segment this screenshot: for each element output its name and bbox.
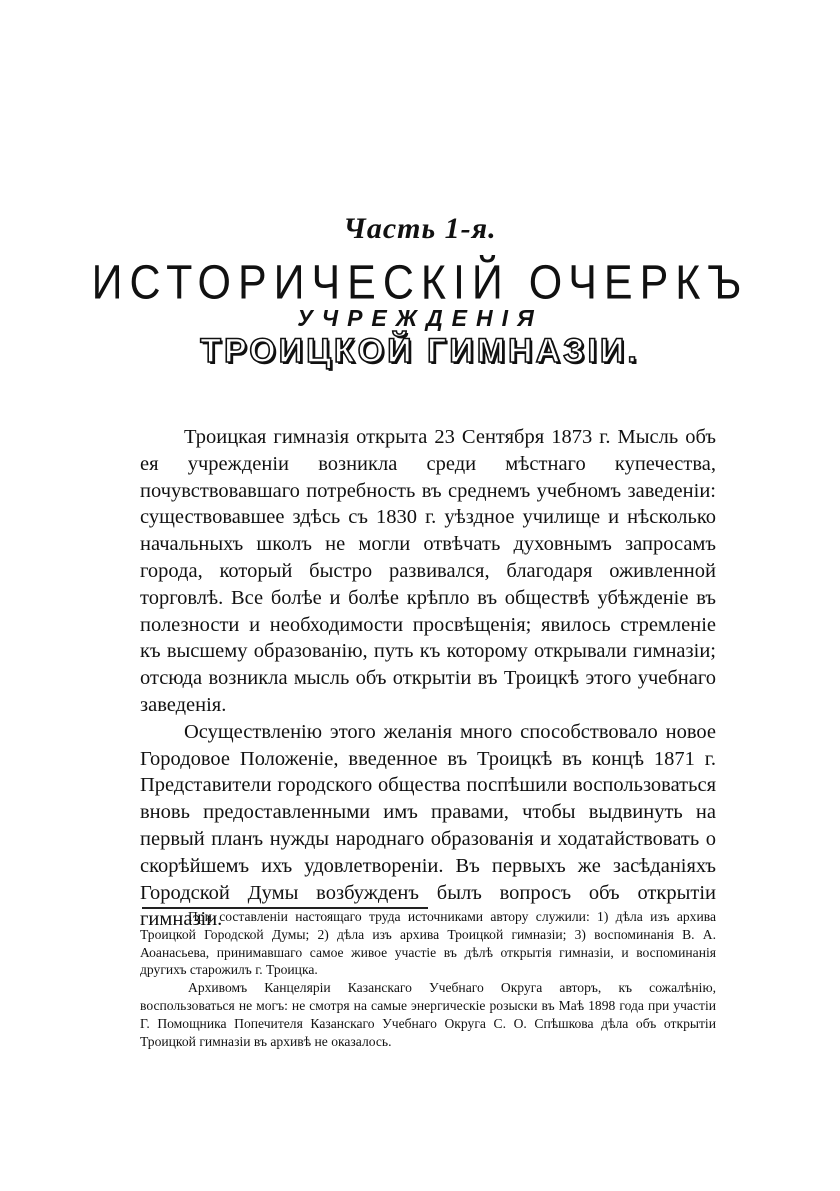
footnote: Архивомъ Канцелярiи Казанскаго Учебнаго Округа авторъ, къ сожалѣнiю, воспользоваться не могъ: не смотря на самые энергическiе розыски въ Маѣ 1898 года при участiи Г. Помощника Попечителя Казанскаго Учебнаго Округа С. О. Спѣшкова дѣла объ открытiи Троицкой гимназiи въ архивѣ не оказалось. xyxy=(140,980,716,1049)
page-title: ИСТОРИЧЕСКIЙ ОЧЕРКЪ xyxy=(91,256,749,310)
page-subtitle: УЧРЕЖДЕНIЯ xyxy=(297,305,543,331)
paragraph: Троицкая гимназiя открыта 23 Сентября 1873 г. Мысль объ ея учрежденiи возникла среди мѣстнаго купечества, почувствовавшаго потребность въ среднемъ учебномъ заведенiи: существовавшее здѣсь съ 1830 г. уѣздное училище и нѣсколько начальныхъ школъ не могли отвѣчать духовнымъ запросамъ города, который быстро развивался, благодаря оживленной торговлѣ. Все болѣе и болѣе крѣпло въ обществѣ убѣжденiе въ полезности и необходимости просвѣщенiя; явилось стремленiе къ высшему образованiю, путь къ которому открывали гимназiи; отсюда возникла мысль объ открытiи въ Троицкѣ этого учебнаго заведенiя. xyxy=(140,426,716,716)
part-label: Часть 1-я. xyxy=(343,212,497,245)
paragraph: Осуществленiю этого желанiя много способствовало новое Городовое Положенiе, введенное въ Троицкѣ въ концѣ 1871 г. Представители городского общества поспѣшили воспользоваться вновь предоставленными имъ правами, чтобы выдвинуть на первый планъ нужды народнаго образованiя и ходатайствовать о скорѣйшемъ ихъ удовлетворенiи. Въ первыхъ же засѣданiяхъ Городской Думы возбужденъ былъ вопросъ объ открытiи гимназiи. xyxy=(140,720,716,931)
footnote: При составленiи настоящаго труда источниками автору служили: 1) дѣла изъ архива Троицкой Городской Думы; 2) дѣла изъ архива Троицкой гимназiи; 3) воспоминанiя В. А. Аоанасьева, принимавшаго самое живое участiе въ дѣлѣ открытiя гимназiи, и воспоминанiя другихъ старожилъ г. Троицка. xyxy=(140,909,716,978)
body-text xyxy=(140,424,716,933)
school-title: ТРОИЦКОЙ ГИМНАЗIИ. xyxy=(200,332,640,370)
footnotes xyxy=(140,908,716,1050)
